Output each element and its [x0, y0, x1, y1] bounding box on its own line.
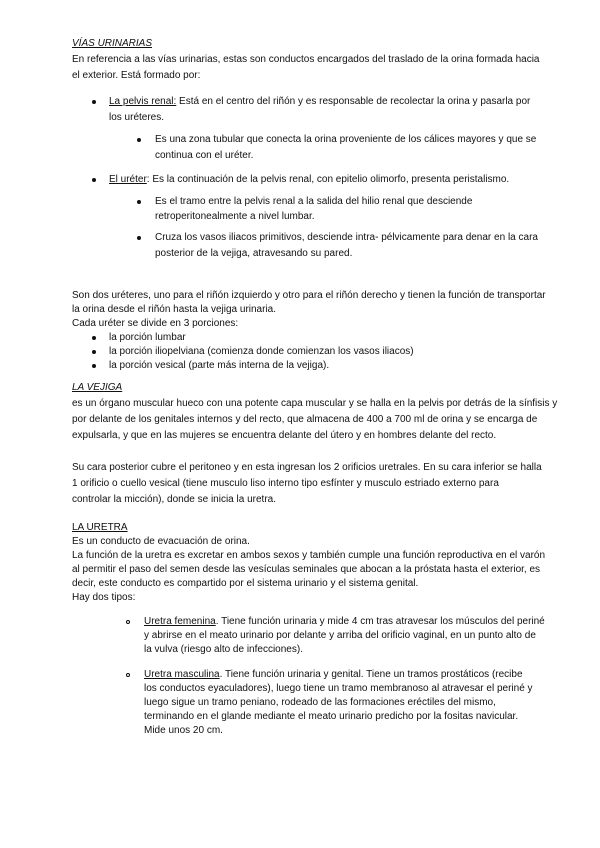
uretra-masculina-desc: . Tiene función urinaria y genital. Tiene un tramos prostáticos (recibe	[219, 669, 523, 680]
vejiga-para1-line-3: expulsarla, y que en las mujeres se encuentra delante del útero y en hombres delante del recto.	[72, 430, 497, 441]
ureter-line-1	[109, 174, 509, 186]
pelvis-renal-line-1	[109, 96, 530, 108]
bullet-dot-icon	[92, 350, 96, 354]
heading-la-vejiga: LA VEJIGA	[72, 382, 123, 393]
bullet-dot-icon	[92, 336, 96, 340]
bullet-circle-icon	[126, 673, 130, 677]
ureter-sub1-line-2: retroperitonealmente a nivel lumbar.	[155, 211, 315, 222]
pelvis-sub-line-2: continua con el uréter.	[155, 150, 254, 161]
bullet-dot-icon	[92, 100, 96, 104]
uretra-femenina-line-1	[144, 616, 545, 628]
uretra-para-line-4: decir, este conducto es compartido por el sistema urinario y el sistema genital.	[72, 578, 419, 589]
uretra-para-line-1: Es un conducto de evacuación de orina.	[72, 536, 250, 547]
uretra-masculina-line-5: Mide unos 20 cm.	[144, 725, 223, 736]
bullet-circle-icon	[126, 620, 130, 624]
uretra-femenina-line-2: y abrirse en el meato urinario por delante y arriba del orificio vaginal, en un punto alto de	[144, 630, 536, 641]
uretra-masculina-term: Uretra masculina	[144, 669, 220, 680]
heading-la-uretra: LA URETRA	[72, 522, 128, 533]
ureter-term: El uréter	[109, 174, 147, 185]
ureteres-para-line-1: Son dos uréteres, uno para el riñón izquierdo y otro para el riñón derecho y tienen la función de transportar	[72, 290, 546, 301]
porcion-item-3: la porción vesical (parte más interna de la vejiga).	[109, 360, 330, 371]
bullet-dot-icon	[137, 236, 141, 240]
uretra-femenina-term: Uretra femenina	[144, 616, 216, 627]
vejiga-para2-line-3: controlar la micción), donde se inicia la uretra.	[72, 494, 276, 505]
heading-vias-urinarias: VÍAS URINARIAS	[72, 38, 153, 49]
uretra-masculina-line-1	[144, 669, 523, 681]
porcion-item-1: la porción lumbar	[109, 332, 186, 343]
intro-line-2: el exterior. Está formado por:	[72, 70, 201, 81]
vejiga-para1-line-1: es un órgano muscular hueco con una potente capa muscular y se halla en la pelvis por detrás de la sínfisis y	[72, 398, 558, 409]
ureter-sub2-line-2: posterior de la vejiga, atravesando su pared.	[155, 248, 353, 259]
bullet-dot-icon	[137, 200, 141, 204]
pelvis-renal-term: La pelvis renal:	[109, 96, 177, 107]
pelvis-sub-line-1: Es una zona tubular que conecta la orina proveniente de los cálices mayores y que se	[155, 134, 537, 145]
uretra-femenina-line-3: la vulva (riesgo alto de infecciones).	[144, 644, 303, 655]
uretra-masculina-line-4: terminando en el glande mediante el meato urinario predicho por la fositas navicular.	[144, 711, 519, 722]
vejiga-para1-line-2: por delante de los genitales internos y del recto, que almacena de 400 a 700 ml de orina y se encarga de	[72, 414, 538, 425]
uretra-para-line-3: al permitir el paso del semen desde las vesículas seminales que abocan a la próstata hasta el exterior, es	[72, 564, 541, 575]
uretra-para-line-2: La función de la uretra es excretar en ambos sexos y también cumple una función reproductiva en el varón	[72, 550, 546, 561]
uretra-masculina-line-2: los conductos eyaculadores), luego tiene un tramo membranoso al atravesar el periné y	[144, 683, 533, 694]
ureter-sub2-line-1: Cruza los vasos iliacos primitivos, desciende intra- pélvicamente para denar en la cara	[155, 232, 538, 243]
uretra-femenina-desc: . Tiene función urinaria y mide 4 cm tras atravesar los músculos del periné	[215, 616, 545, 627]
ureter-desc: : Es la continuación de la pelvis renal, con epitelio olimorfo, presenta peristalismo.	[146, 174, 510, 185]
ureteres-para-line-2: la orina desde el riñón hasta la vejiga urinaria.	[72, 304, 277, 315]
vejiga-para2-line-2: 1 orificio o cuello vesical (tiene musculo liso interno tipo esfínter y musculo estriado externo para	[72, 478, 499, 489]
bullet-dot-icon	[92, 178, 96, 182]
pelvis-renal-line-2: los uréteres.	[109, 112, 165, 123]
intro-line-1: En referencia a las vías urinarias, estas son conductos encargados del traslado de la orina formada hacia	[72, 54, 540, 65]
ureteres-para-line-3: Cada uréter se divide en 3 porciones:	[72, 318, 239, 329]
porcion-item-2: la porción iliopelviana (comienza donde comienzan los vasos iliacos)	[109, 346, 414, 357]
vejiga-para2-line-1: Su cara posterior cubre el peritoneo y en esta ingresan los 2 orificios uretrales. En su cara inferior se halla	[72, 462, 542, 473]
uretra-para-line-5: Hay dos tipos:	[72, 592, 136, 603]
ureter-sub1-line-1: Es el tramo entre la pelvis renal a la salida del hilio renal que desciende	[155, 196, 473, 207]
bullet-dot-icon	[137, 138, 141, 142]
pelvis-renal-desc: Está en el centro del riñón y es responsable de recolectar la orina y pasarla por	[176, 96, 531, 107]
bullet-dot-icon	[92, 364, 96, 368]
uretra-masculina-line-3: luego sigue un tramo peniano, rodeado de las formaciones eréctiles del mismo,	[144, 697, 496, 708]
